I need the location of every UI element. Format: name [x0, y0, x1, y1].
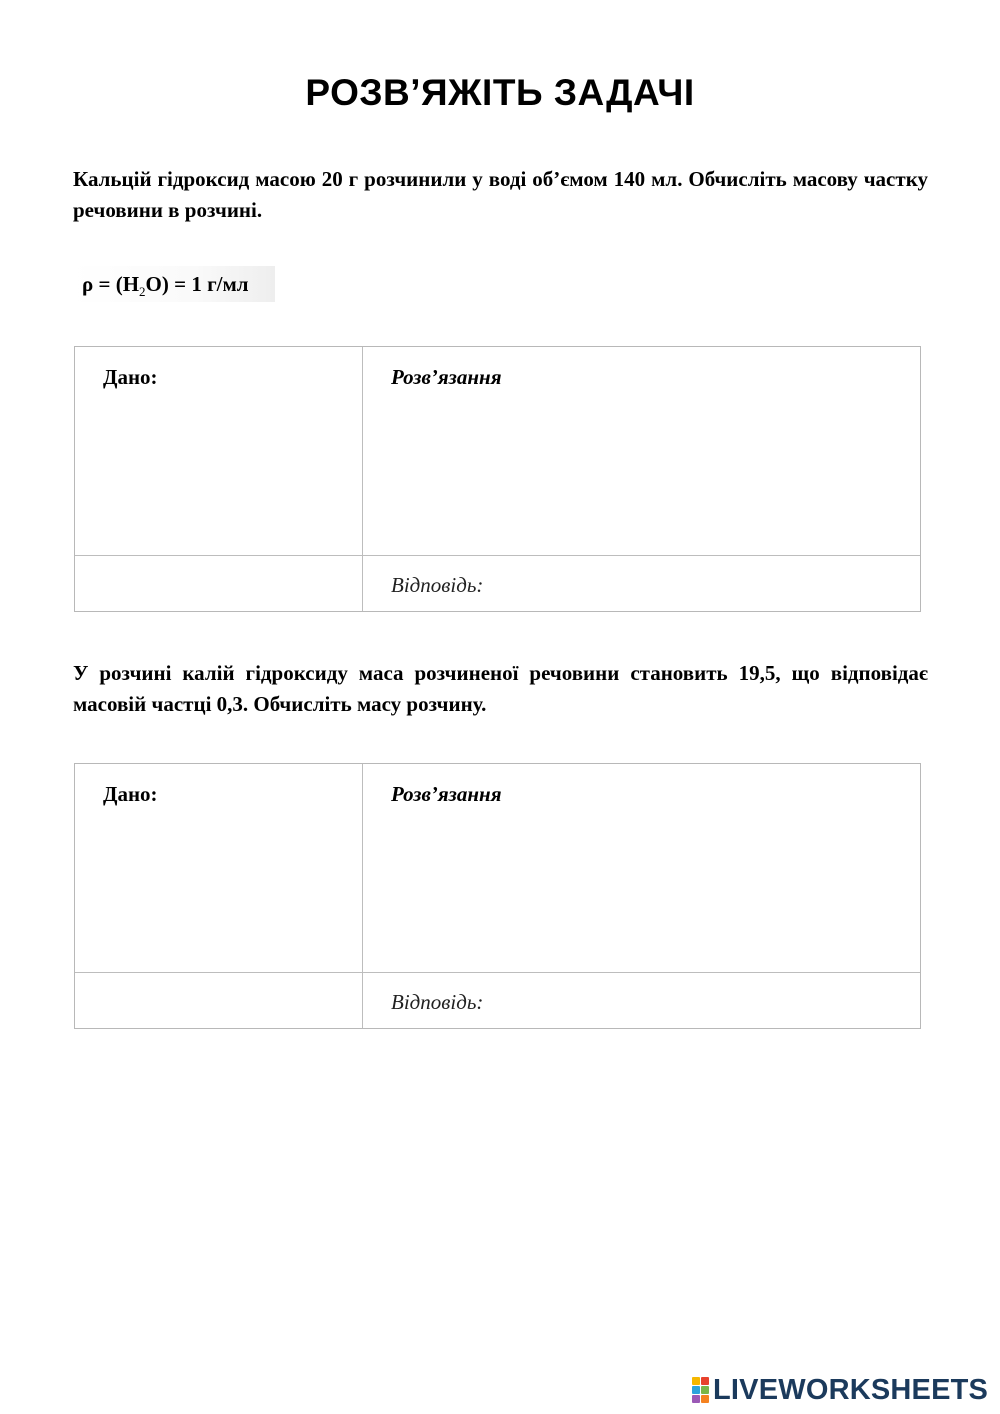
logo-tile: [692, 1395, 700, 1403]
liveworksheets-logo: [692, 1374, 988, 1406]
formula-lhs: ρ = (H: [82, 272, 140, 296]
solution-label: Розв’язання: [391, 782, 502, 806]
row-divider: [75, 555, 920, 556]
row-divider: [75, 972, 920, 973]
solution-box-1: [74, 346, 921, 612]
given-label: Дано:: [103, 365, 158, 389]
logo-tile: [701, 1395, 709, 1403]
column-divider: [362, 347, 363, 611]
answer-label: Відповідь:: [391, 573, 484, 597]
task-1-text: Кальцій гідроксид масою 20 г розчинили у воді об’ємом 140 мл. Обчисліть масову частку речовини в розчині.: [73, 167, 928, 222]
liveworksheets-icon: [692, 1377, 709, 1403]
logo-tile: [692, 1386, 700, 1394]
logo-tile: [701, 1377, 709, 1385]
task-2-text: У розчині калій гідроксиду маса розчиненої речовини становить 19,5, що відповідає масовій частці 0,3. Обчисліть масу розчину.: [73, 661, 928, 716]
brand-name: LIVEWORKSHEETS: [713, 1373, 989, 1406]
solution-label: Розв’язання: [391, 365, 502, 389]
logo-tile: [692, 1377, 700, 1385]
logo-tile: [701, 1386, 709, 1394]
column-divider: [362, 764, 363, 1028]
answer-label: Відповідь:: [391, 990, 484, 1014]
given-label: Дано:: [103, 782, 158, 806]
water-density-formula: [72, 266, 275, 302]
solution-box-2: [74, 763, 921, 1029]
formula-subscript: 2: [139, 284, 146, 300]
page-title: РОЗВ’ЯЖІТЬ ЗАДАЧІ: [305, 72, 695, 113]
formula-rhs: O) = 1 г/мл: [145, 272, 249, 296]
